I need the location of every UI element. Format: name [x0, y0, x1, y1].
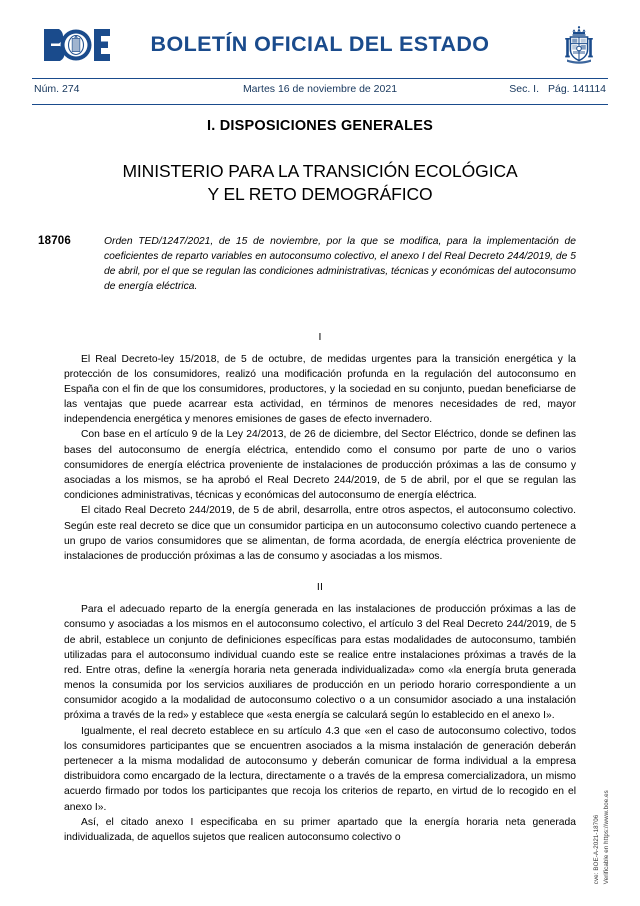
header-rule-bottom: [32, 104, 608, 105]
disposition-item: [38, 234, 576, 314]
roman-numeral-two: II: [316, 581, 324, 594]
cve-stamp: [592, 744, 635, 884]
issue-date: Martes 16 de noviembre de 2021: [242, 83, 398, 95]
body-section-two: [64, 602, 576, 845]
info-bar: [32, 83, 608, 101]
item-number: 18706: [38, 234, 71, 247]
page-label: Pág. 141114: [548, 83, 606, 95]
body-section-one: [64, 352, 576, 565]
roman-numeral-one: I: [318, 330, 322, 343]
section-page: [509, 83, 606, 95]
paragraph-1: El Real Decreto-ley 15/2018, de 5 de octubre, de medidas urgentes para la transición energética y la protección de los consumidores, realizó una modificación profunda en la regulación del autoconsumo en España con el fin de que los consumidores, productores, y la sociedad en su conjunto, puedan beneficiarse de las ventajas que puede acarrear esta actividad, en términos de menores necesidades de red, mayor independencia energética y menores emisiones de gases de efecto invernadero.: [64, 353, 576, 426]
masthead-title: BOLETÍN OFICIAL DEL ESTADO: [150, 32, 490, 56]
cve-verify-url: Verificable en https://www.boe.es: [602, 789, 610, 884]
header-rule-top: [32, 78, 608, 79]
section-label: Sec. I.: [509, 83, 539, 95]
document-content: [0, 118, 640, 845]
coat-of-arms-icon: [562, 26, 596, 66]
paragraph-2: Con base en el artículo 9 de la Ley 24/2013, de 26 de diciembre, del Sector Eléctrico, donde se definen las bases del autoconsumo de energía eléctrica, entendido como el consumo por parte de uno o varios consumidores de energía eléctrica proveniente de instalaciones de producción próximas a las de consumo y asociadas a los mismos, se ha aprobó el Real Decreto 244/2019, de 5 de abril, por el que se regulan las condiciones administrativas, técnicas y económicas del autoconsumo de energía eléctrica.: [64, 429, 576, 502]
ministry-heading: [0, 160, 640, 206]
ministry-heading-line2: Y EL RETO DEMOGRÁFICO: [207, 183, 433, 204]
cve-code: cve: BOE-A-2021-18706: [592, 814, 600, 884]
item-summary: Orden TED/1247/2021, de 15 de noviembre, por la que se modifica, para la implementación de coeficientes de reparto variables en autoconsumo colectivo, el anexo I del Real Decreto 244/2019, de 5 de abril, por el que se regulan las condiciones administrativas, técnicas y económicas del autoconsumo de energía eléctrica.: [104, 235, 576, 292]
paragraph-6: Así, el citado anexo I especificaba en su primer apartado que la energía horaria neta generada individualizada, de aquellos sujetos que realicen autoconsumo colectivo o: [64, 816, 576, 843]
section-heading: I. DISPOSICIONES GENERALES: [207, 118, 433, 134]
ministry-heading-line1: MINISTERIO PARA LA TRANSICIÓN ECOLÓGICA: [122, 161, 518, 181]
paragraph-4: Para el adecuado reparto de la energía generada en las instalaciones de producción próximas a las de consumo y asociadas a los mismos en el autoconsumo colectivo, el artículo 3 del Real Decreto 244/2019, de 5 de abril, establece un conjunto de definiciones específicas para estas modalidades de autoconsumo, también utilizadas para el autoconsumo individual cuando este se realice entre instalaciones próximas a través de la red. Entre otras, define la «energía horaria neta generada individualizada» como «la energía bruta generada menos la consumida por los servicios auxiliares de producción en un periodo horario correspondiente a un consumidor acogido a la modalidad de autoconsumo colectivo o a un consumidor asociado a una instalación próxima a través de la red» y establece que «esta energía se calculará según lo establecido en el anexo I».: [64, 604, 576, 722]
paragraph-3: El citado Real Decreto 244/2019, de 5 de abril, desarrolla, entre otros aspectos, el autoconsumo colectivo. Según este real decreto se dice que un consumidor participa en un autoconsumo colectivo cuando pertenece a un grupo de varios consumidores que se alimentan, de forma acordada, de energía eléctrica proveniente de instalaciones de producción próximas a las de consumo y asociadas a los mismos.: [64, 505, 576, 562]
issue-number: Núm. 274: [34, 83, 80, 95]
masthead: [0, 26, 640, 72]
paragraph-5: Igualmente, el real decreto establece en su artículo 4.3 que «en el caso de autoconsumo colectivo, todos los consumidores participantes que se encuentren asociados a la misma instalación de generación deberán pertenecer a la misma modalidad de autoconsumo y deberán comunicar de forma individual a la empresa distribuidora como encargado de la lectura, directamente o a través de la empresa comercializadora, un mismo acuerdo firmado por todos los participantes que recoja los criterios de reparto, en virtud de lo recogido en el anexo I».: [64, 725, 576, 813]
